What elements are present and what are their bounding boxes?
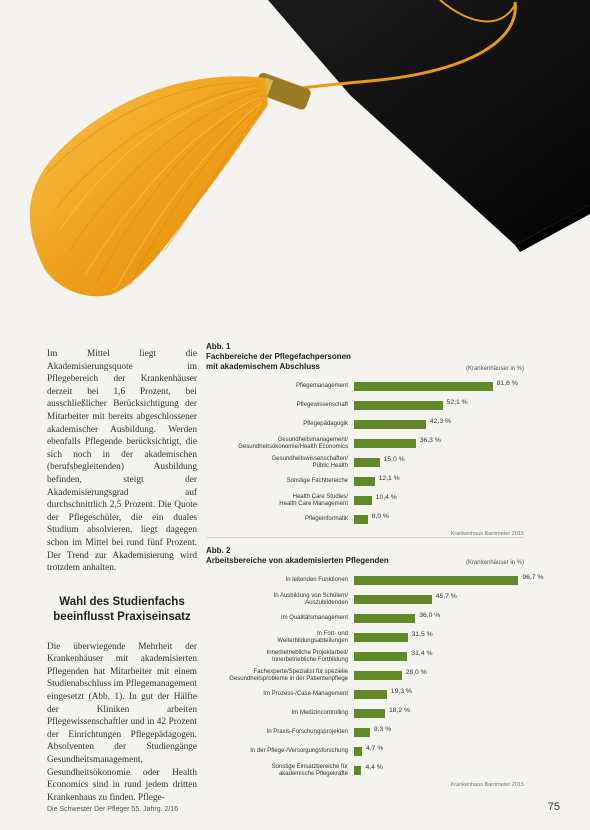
figure-source: Krankenhaus Barometer 2015 xyxy=(450,531,524,537)
bar xyxy=(354,595,432,604)
category-label: In leitenden Funktionen xyxy=(285,577,348,583)
category-label: In Praxis-Forschungsprojekten xyxy=(266,729,348,735)
chart-row xyxy=(206,415,524,434)
chart-row xyxy=(206,628,524,647)
bar xyxy=(354,420,426,429)
category-label: Pflegewissenschaft xyxy=(296,402,348,408)
figure-unit: (Krankenhäuser in %) xyxy=(465,560,524,566)
chart-row xyxy=(206,704,524,723)
figure-title: Arbeitsbereiche von akademisierten Pflegenden xyxy=(206,556,389,565)
article-body xyxy=(47,348,197,804)
page-number: 75 xyxy=(547,801,560,813)
bar-value-label: 31,4 % xyxy=(411,650,433,657)
chart-row xyxy=(206,647,524,666)
category-label: Health Care Studies/ Health Care Management xyxy=(279,493,348,507)
bar-value-label: 31,5 % xyxy=(411,631,433,638)
bar xyxy=(354,576,518,585)
bar-value-label: 28,0 % xyxy=(405,669,427,676)
category-label: Im Qualitätsmanagement xyxy=(280,615,348,621)
category-label: In Fort- und Weiterbildungsabteilungen xyxy=(277,630,348,644)
category-label: Pflegemanagement xyxy=(295,383,348,389)
bar-chart-1 xyxy=(206,377,524,529)
chart-row xyxy=(206,742,524,761)
chart-row xyxy=(206,491,524,510)
bar-value-label: 96,7 % xyxy=(522,574,544,581)
bar xyxy=(354,614,415,623)
figure-1 xyxy=(206,342,524,537)
bar xyxy=(354,652,407,661)
bar-value-label: 10,4 % xyxy=(375,494,397,501)
bar-value-label: 52,1 % xyxy=(446,399,468,406)
chart-row xyxy=(206,609,524,628)
figure-title-line2: mit akademischem Abschluss xyxy=(206,362,320,371)
category-label: Sonstige Fachbereiche xyxy=(286,478,348,484)
journal-footer: Die Schwester Der Pfleger 55. Jahrg. 2/16 xyxy=(47,806,179,813)
bar-value-label: 15,0 % xyxy=(383,456,405,463)
category-label: In der Pflege-/Versorgungsforschung xyxy=(250,748,348,754)
bar-value-label: 45,7 % xyxy=(435,593,457,600)
chart-row xyxy=(206,472,524,491)
bar-value-label: 9,3 % xyxy=(373,726,392,733)
section-heading: Wahl des Studienfachs beeinflusst Praxiseinsatz xyxy=(53,595,191,623)
figure-number: Abb. 1 xyxy=(206,342,231,351)
graduation-cap-photo xyxy=(0,0,590,330)
chart-row xyxy=(206,396,524,415)
category-label: Fachexperte/Spezialist für spezielle Gesundheitsprobleme in der Patientenpflege xyxy=(229,668,348,682)
bar xyxy=(354,633,408,642)
paragraph: Im Mittel liegt die Akademisierungsquote im Pflegebereich der Krankenhäuser derzeit bei 1,6 Prozent, bei ausschließlicher Berücksichtigung der Mitarbeiter mit bereits abgeschlossener akademischer Ausbildung. Werden ebenfalls Pflegende berücksichtigt, die sich noch in der akademischen (berufsbegleitenden) Ausbildung befinden, steigt der Akademisierungsgrad auf durchschnittlich 2,5 Prozent. Die Quote der Pflegeschüler, die ein duales Studium absolvieren, liegt dagegen schon im Mittel bei rund fünf Prozent. Der Trend zur Akademisierung wird trotzdem anhalten. xyxy=(47,349,197,574)
figure-number: Abb. 2 xyxy=(206,546,231,555)
figure-2 xyxy=(206,546,544,788)
paragraph: Die überwiegende Mehrheit der Krankenhäuser mit akademisierten Pflegenden hat Mitarbeiter mit einem Studienabschluss im Pflegemanagement eingesetzt (Abb. 1). In gut der Hälfte der Kliniken arbeiten Pflegewissenschaftler und in 42 Prozent der Einrichtungen Pflegepädagogen. Absolventen der Studiengänge Gesundheitsmanagement, Gesundheitsökonomie oder Health Economics sind in rund jedem dritten Krankenhaus zu finden. Pflege- xyxy=(47,641,197,803)
category-label: Innerbetriebliche Projektarbeit/ Innerbetriebliche Fortbildung xyxy=(266,649,348,663)
chart-row xyxy=(206,434,524,453)
bar xyxy=(354,477,375,486)
category-label: Pflegepädagogik xyxy=(303,421,348,427)
figure-unit: (Krankenhäuser in %) xyxy=(465,366,524,372)
bar-value-label: 18,2 % xyxy=(388,707,411,714)
bar xyxy=(354,515,368,524)
bar xyxy=(354,496,372,505)
category-label: Gesundheitswissenschaften/ Public Health xyxy=(271,455,348,469)
bar xyxy=(354,458,380,467)
divider xyxy=(206,537,524,538)
chart-row xyxy=(206,590,524,609)
bar xyxy=(354,766,361,775)
category-label: Pflegeinformatik xyxy=(304,516,348,522)
category-label: Im Prozess-/Case-Management xyxy=(263,691,348,697)
figure-title: Fachbereiche der Pflegefachpersonen xyxy=(206,352,351,361)
bar-value-label: 8,0 % xyxy=(371,513,389,520)
bar-value-label: 4,4 % xyxy=(365,764,383,771)
graduation-cap-image xyxy=(0,0,590,330)
chart-row xyxy=(206,571,544,590)
bar xyxy=(354,728,370,737)
bar-value-label: 19,3 % xyxy=(390,688,412,695)
chart-row xyxy=(206,685,524,704)
bar-value-label: 36,0 % xyxy=(419,612,441,619)
bar-value-label: 81,6 % xyxy=(496,380,518,387)
bar xyxy=(354,709,385,718)
chart-row xyxy=(206,761,524,780)
bar-value-label: 36,3 % xyxy=(419,437,441,444)
chart-row xyxy=(206,666,524,685)
figure-source: Krankenhaus Barometer 2015 xyxy=(450,782,524,788)
bar xyxy=(354,747,362,756)
bar-value-label: 12,1 % xyxy=(378,475,400,482)
bar-value-label: 42,3 % xyxy=(429,418,452,425)
bar xyxy=(354,690,387,699)
bar-chart-2 xyxy=(206,571,544,780)
category-label: Im Medizincontrolling xyxy=(291,710,348,716)
chart-row xyxy=(206,453,524,472)
chart-row xyxy=(206,377,524,396)
bar xyxy=(354,671,402,680)
bar-value-label: 4,7 % xyxy=(365,745,384,752)
category-label: Sonstige Einsatzbereiche für akademische Pflegekräfte xyxy=(271,763,348,777)
chart-row xyxy=(206,723,524,742)
category-label: Gesundheitsmanagement/ Gesundheitsökonomie/Health Economics xyxy=(238,436,348,450)
bar xyxy=(354,401,443,410)
bar xyxy=(354,382,493,391)
category-label: In Ausbildung von Schülern/ Auszubildenden xyxy=(273,592,348,606)
bar xyxy=(354,439,416,448)
chart-row xyxy=(206,510,524,529)
